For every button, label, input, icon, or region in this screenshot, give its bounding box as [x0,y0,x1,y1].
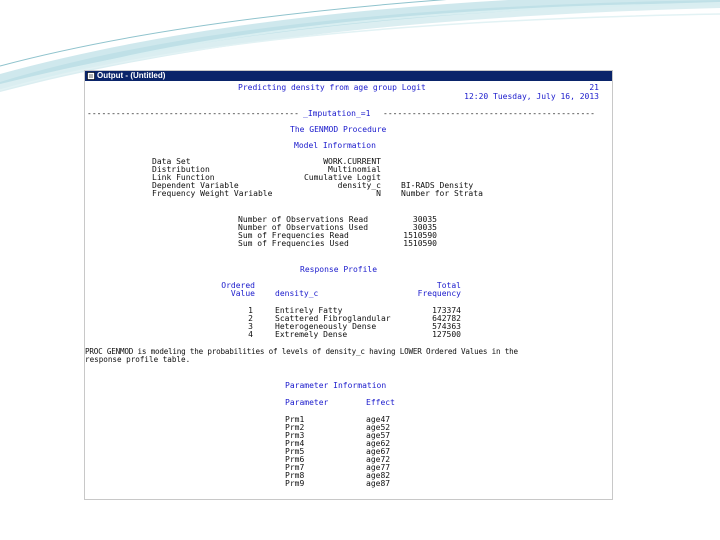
report-datetime: 12:20 Tuesday, July 16, 2013 [464,92,599,101]
param-effect: age72 [366,455,391,464]
obs-label: Number of Observations Read [238,215,369,224]
output-window [84,70,613,500]
response-frequency: 574363 [432,322,461,331]
obs-value: 30035 [412,215,437,224]
model-info-desc: Number for Strata [401,189,483,198]
report-title: Predicting density from age group Logit [238,83,426,92]
param-effect: age77 [366,463,391,472]
col-header-frequency: Frequency [417,289,461,298]
response-frequency: 173374 [432,306,461,315]
response-label: Extremely Dense [275,330,348,339]
param-name: Prm2 [285,423,305,432]
response-label: Scattered Fibroglandular [275,314,391,323]
response-ordered-value: 3 [248,322,253,331]
obs-label: Sum of Frequencies Read [238,231,349,240]
obs-label: Sum of Frequencies Used [238,239,349,248]
param-effect: age52 [366,423,391,432]
model-info-label: Frequency Weight Variable [152,189,273,198]
imputation-dash-right: -------------------------------------------- [383,109,595,118]
model-info-label: Data Set [152,157,191,166]
model-info-label: Link Function [152,173,215,182]
response-profile-heading: Response Profile [300,265,378,274]
response-label: Entirely Fatty [275,306,343,315]
model-info-value: WORK.CURRENT [323,157,381,166]
imputation-label: _Imputation_=1 [303,109,371,118]
model-info-desc: BI-RADS Density [401,181,474,190]
note-line-1: PROC GENMOD is modeling the probabilities of levels of density_c having LOWER Ordered Values in the [85,347,518,356]
param-effect: age87 [366,479,391,488]
response-label: Heterogeneously Dense [275,322,377,331]
col-header-parameter: Parameter [285,398,329,407]
model-info-value: N [376,189,381,198]
model-info-value: Multinomial [328,165,381,174]
param-name: Prm4 [285,439,305,448]
response-ordered-value: 4 [248,330,253,339]
output-content [85,81,612,499]
param-name: Prm7 [285,463,305,472]
param-effect: age67 [366,447,391,456]
obs-value: 30035 [412,223,437,232]
procedure-name: The GENMOD Procedure [290,125,387,134]
model-info-label: Dependent Variable [152,181,239,190]
param-info-heading: Parameter Information [285,381,387,390]
param-name: Prm5 [285,447,305,456]
col-header-effect: Effect [366,398,395,407]
param-effect: age82 [366,471,391,480]
model-info-value: Cumulative Logit [303,173,381,182]
model-info-heading: Model Information [294,141,376,150]
response-ordered-value: 1 [248,306,253,315]
response-frequency: 642782 [432,314,461,323]
response-frequency: 127500 [432,330,461,339]
obs-value: 1510590 [403,231,437,240]
model-info-label: Distribution [152,165,210,174]
response-ordered-value: 2 [248,314,253,323]
col-header-density: density_c [275,289,319,298]
obs-value: 1510590 [403,239,437,248]
window-title: Output - (Untitled) [97,71,166,80]
note-line-2: response profile table. [85,355,191,364]
param-effect: age62 [366,439,391,448]
page-number: 21 [589,83,599,92]
col-header-ordered: Ordered [221,281,255,290]
param-effect: age47 [366,415,391,424]
col-header-value: Value [230,289,255,298]
param-name: Prm9 [285,479,305,488]
obs-label: Number of Observations Used [238,223,369,232]
param-name: Prm3 [285,431,305,440]
param-name: Prm1 [285,415,305,424]
col-header-total: Total [436,281,461,290]
param-effect: age57 [366,431,391,440]
param-name: Prm8 [285,471,305,480]
document-icon [87,72,95,80]
window-titlebar[interactable] [85,71,612,81]
imputation-dash-left: -------------------------------------------- [87,109,299,118]
model-info-value: density_c [337,181,381,190]
param-name: Prm6 [285,455,305,464]
